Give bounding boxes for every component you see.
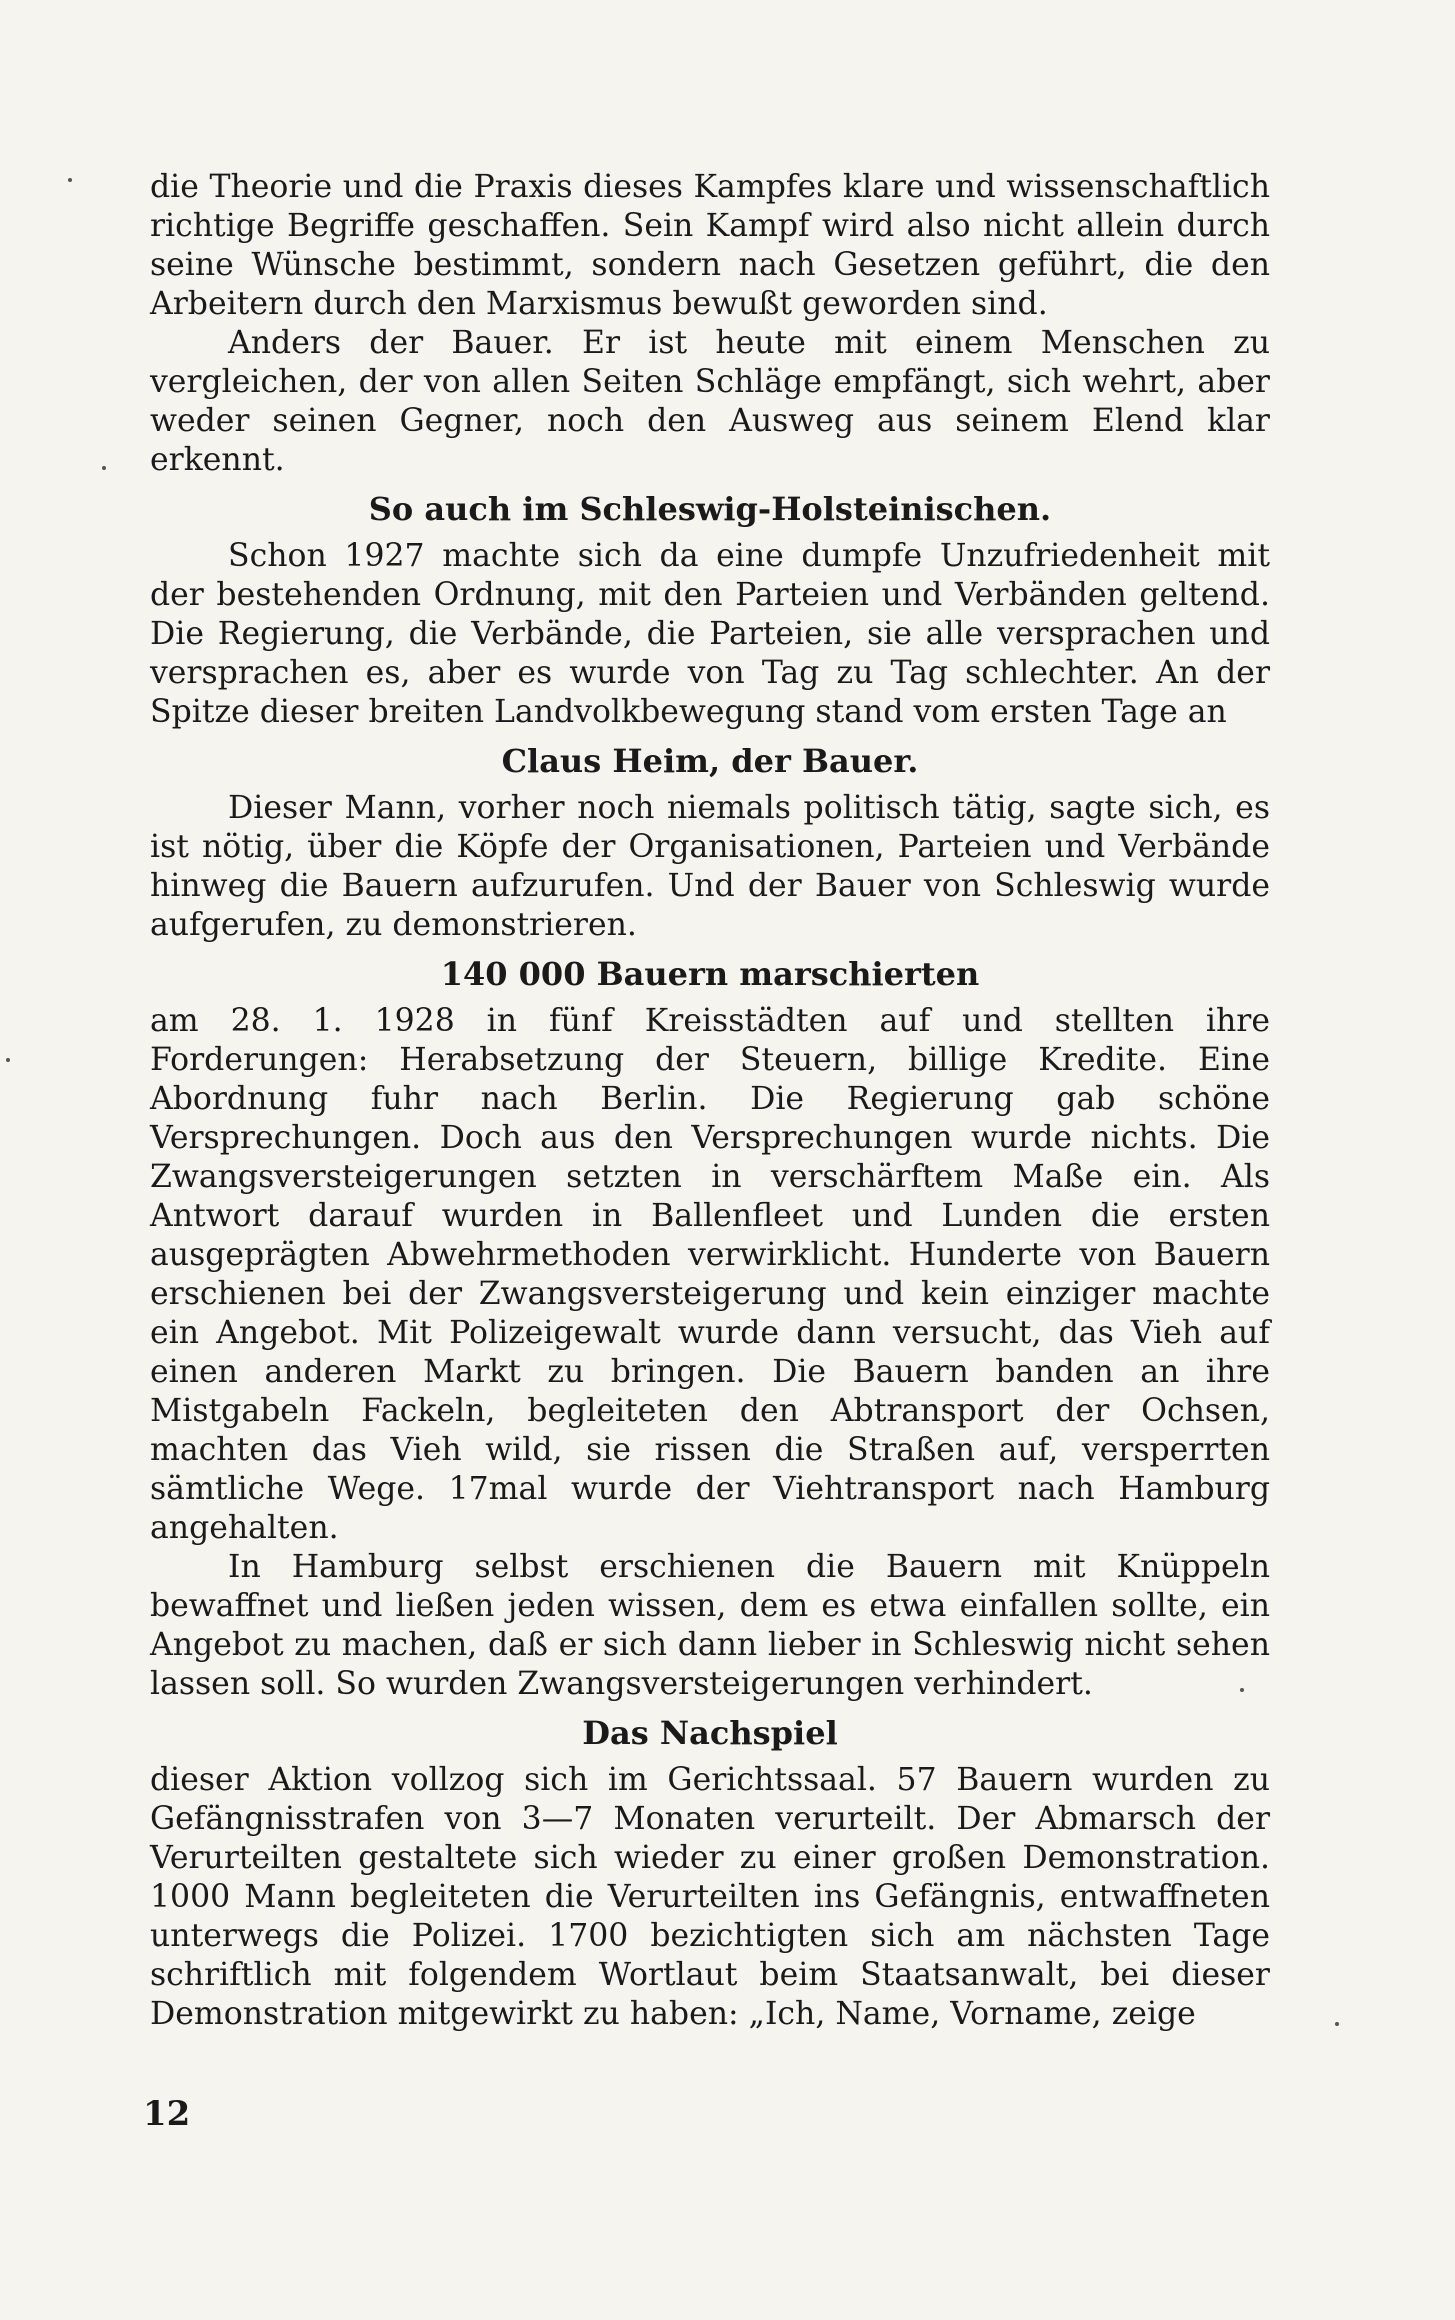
paragraph: In Hamburg selbst erschienen die Bauern mit Knüppeln bewaffnet und ließen jeden wissen, dem es etwa einfallen sollte, ein Angebot zu machen, daß er sich dann lieber in Schleswig nicht sehen lassen soll. So wurden Zwangsversteigerungen verhindert. [150,1549,1270,1702]
text-block [150,168,1270,2034]
paragraph: die Theorie und die Praxis dieses Kampfes klare und wissenschaftlich richtige Begriffe geschaffen. Sein Kampf wird also nicht allein durch seine Wünsche bestimmt, sondern nach Gesetzen geführt, die den Arbeitern durch den Marxismus bewußt geworden sind. [150,169,1270,322]
print-speck [68,178,72,182]
paragraph: Dieser Mann, vorher noch niemals politisch tätig, sagte sich, es ist nötig, über die Köpfe der Organisationen, Parteien und Verbände hinweg die Bauern aufzurufen. Und der Bauer von Schleswig wurde aufgerufen, zu demonstrieren. [150,790,1270,943]
paragraph: Anders der Bauer. Er ist heute mit einem Menschen zu vergleichen, der von allen Seiten Schläge empfängt, sich wehrt, aber weder seinen Gegner, noch den Ausweg aus seinem Elend klar erkennt. [150,325,1270,478]
section-heading: Claus Heim, der Bauer. [501,742,919,780]
section-heading: So auch im Schleswig-Holsteinischen. [368,490,1052,528]
section-heading: Das Nachspiel [582,1714,838,1752]
paragraph: am 28. 1. 1928 in fünf Kreisstädten auf und stellten ihre Forderungen: Herabsetzung der Steuern, billige Kredite. Eine Abordnung fuhr nach Berlin. Die Regierung gab schöne Versprechungen. Doch aus den Versprechungen wurde nichts. Die Zwangsversteigerungen setzten in verschärftem Maße ein. Als Antwort darauf wurden in Ballenfleet und Lunden die ersten ausgeprägten Abwehrmethoden verwirklicht. Hunderte von Bauern erschienen bei der Zwangsversteigerung und kein einziger machte ein Angebot. Mit Polizeigewalt wurde dann versucht, das Vieh auf einen anderen Markt zu bringen. Die Bauern banden an ihre Mistgabeln Fackeln, begleiteten den Abtransport der Ochsen, machten das Vieh wild, sie rissen die Straßen auf, versperrten sämtliche Wege. 17mal wurde der Viehtransport nach Hamburg angehalten. [150,1003,1270,1546]
print-speck [6,1058,10,1062]
print-speck [1240,1688,1244,1692]
print-speck [102,466,106,470]
paragraph: Schon 1927 machte sich da eine dumpfe Unzufriedenheit mit der bestehenden Ordnung, mit den Parteien und Verbänden geltend. Die Regierung, die Verbände, die Parteien, sie alle versprachen und versprachen es, aber es wurde von Tag zu Tag schlechter. An der Spitze dieser breiten Landvolkbewegung stand vom ersten Tage an [150,538,1270,730]
section-heading: 140 000 Bauern marschierten [440,955,980,993]
paragraph: dieser Aktion vollzog sich im Gerichtssaal. 57 Bauern wurden zu Gefängnisstrafen von 3—7 Monaten verurteilt. Der Abmarsch der Verurteilten gestaltete sich wieder zu einer großen Demonstration. 1000 Mann begleiteten die Verurteilten ins Gefängnis, entwaffneten unterwegs die Polizei. 1700 bezichtigten sich am nächsten Tage schriftlich mit folgendem Wortlaut beim Staatsanwalt, bei dieser Demonstration mitgewirkt zu haben: „Ich, Name, Vorname, zeige [150,1762,1270,2032]
print-speck [1335,2022,1339,2026]
page-number: 12 [143,2094,191,2134]
